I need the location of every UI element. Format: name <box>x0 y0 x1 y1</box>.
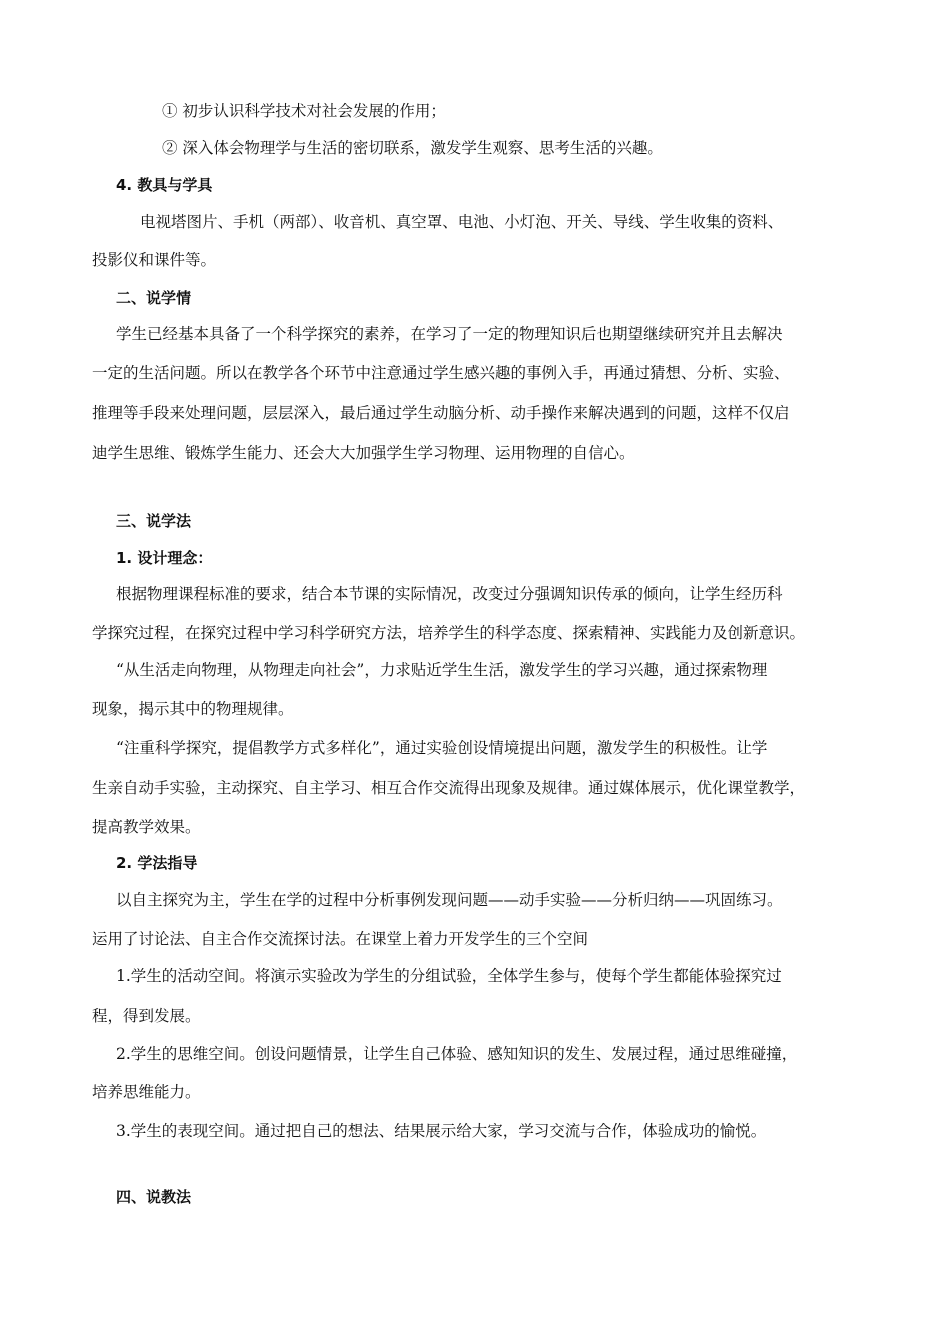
guidance-space-1-line-1: 1.学生的活动空间。将演示实验改为学生的分组试验，全体学生参与，使每个学生都能体验探究过 <box>116 967 782 985</box>
design-p3-line-2: 生亲自动手实验，主动探究、自主学习、相互合作交流得出现象及规律。通过媒体展示，优化课堂教学， <box>92 779 806 797</box>
design-p3-line-3: 提高教学效果。 <box>92 818 201 836</box>
design-p3-line-1: “注重科学探究，提倡教学方式多样化”，通过实验创设情境提出问题，激发学生的积极性。让学 <box>116 739 768 757</box>
design-p2-line-1: “从生活走向物理，从物理走向社会”，力求贴近学生生活，激发学生的学习兴趣，通过探索物理 <box>116 661 768 679</box>
learning-situation-line-1: 学生已经基本具备了一个科学探究的素养，在学习了一定的物理知识后也期望继续研究并且去解决 <box>116 325 783 343</box>
learning-situation-line-3: 推理等手段来处理问题，层层深入，最后通过学生动脑分析、动手操作来解决遇到的问题，这样不仅启 <box>92 404 790 422</box>
guidance-space-2-line-2: 培养思维能力。 <box>92 1083 201 1101</box>
tools-line-2: 投影仪和课件等。 <box>92 251 217 269</box>
learning-situation-heading: 二、说学情 <box>116 289 192 307</box>
design-p2-line-2: 现象，揭示其中的物理规律。 <box>92 700 294 718</box>
study-method-heading: 三、说学法 <box>116 512 192 530</box>
tools-heading: 4. 教具与学具 <box>116 176 213 194</box>
guidance-space-1-line-2: 程，得到发展。 <box>92 1007 201 1025</box>
guidance-line-1: 以自主探究为主，学生在学的过程中分析事例发现问题——动手实验——分析归纳——巩固练习。 <box>116 891 783 909</box>
learning-situation-line-4: 迪学生思维、锻炼学生能力、还会大大加强学生学习物理、运用物理的自信心。 <box>92 444 635 462</box>
design-p1-line-2: 学探究过程，在探究过程中学习科学研究方法，培养学生的科学态度、探索精神、实践能力及创新意识。 <box>92 624 806 642</box>
guidance-line-2: 运用了讨论法、自主合作交流探讨法。在课堂上着力开发学生的三个空间 <box>92 930 589 948</box>
objective-item-2: ② 深入体会物理学与生活的密切联系，激发学生观察、思考生活的兴趣。 <box>162 139 663 157</box>
learning-situation-line-2: 一定的生活问题。所以在教学各个环节中注意通过学生感兴趣的事例入手，再通过猜想、分析、实验、 <box>92 364 790 382</box>
guidance-heading: 2. 学法指导 <box>116 854 198 872</box>
guidance-space-3-line-1: 3.学生的表现空间。通过把自己的想法、结果展示给大家，学习交流与合作，体验成功的愉悦。 <box>116 1122 767 1140</box>
guidance-space-2-line-1: 2.学生的思维空间。创设问题情景，让学生自己体验、感知知识的发生、发展过程，通过思维碰撞， <box>116 1045 798 1063</box>
design-p1-line-1: 根据物理课程标准的要求，结合本节课的实际情况，改变过分强调知识传承的倾向，让学生经历科 <box>116 585 783 603</box>
objective-item-1: ① 初步认识科学技术对社会发展的作用； <box>162 102 446 120</box>
teaching-method-heading: 四、说教法 <box>116 1188 192 1206</box>
design-concept-heading: 1. 设计理念： <box>116 549 213 567</box>
tools-line-1: 电视塔图片、手机（两部）、收音机、真空罩、电池、小灯泡、开关、导线、学生收集的资料、 <box>140 213 784 231</box>
